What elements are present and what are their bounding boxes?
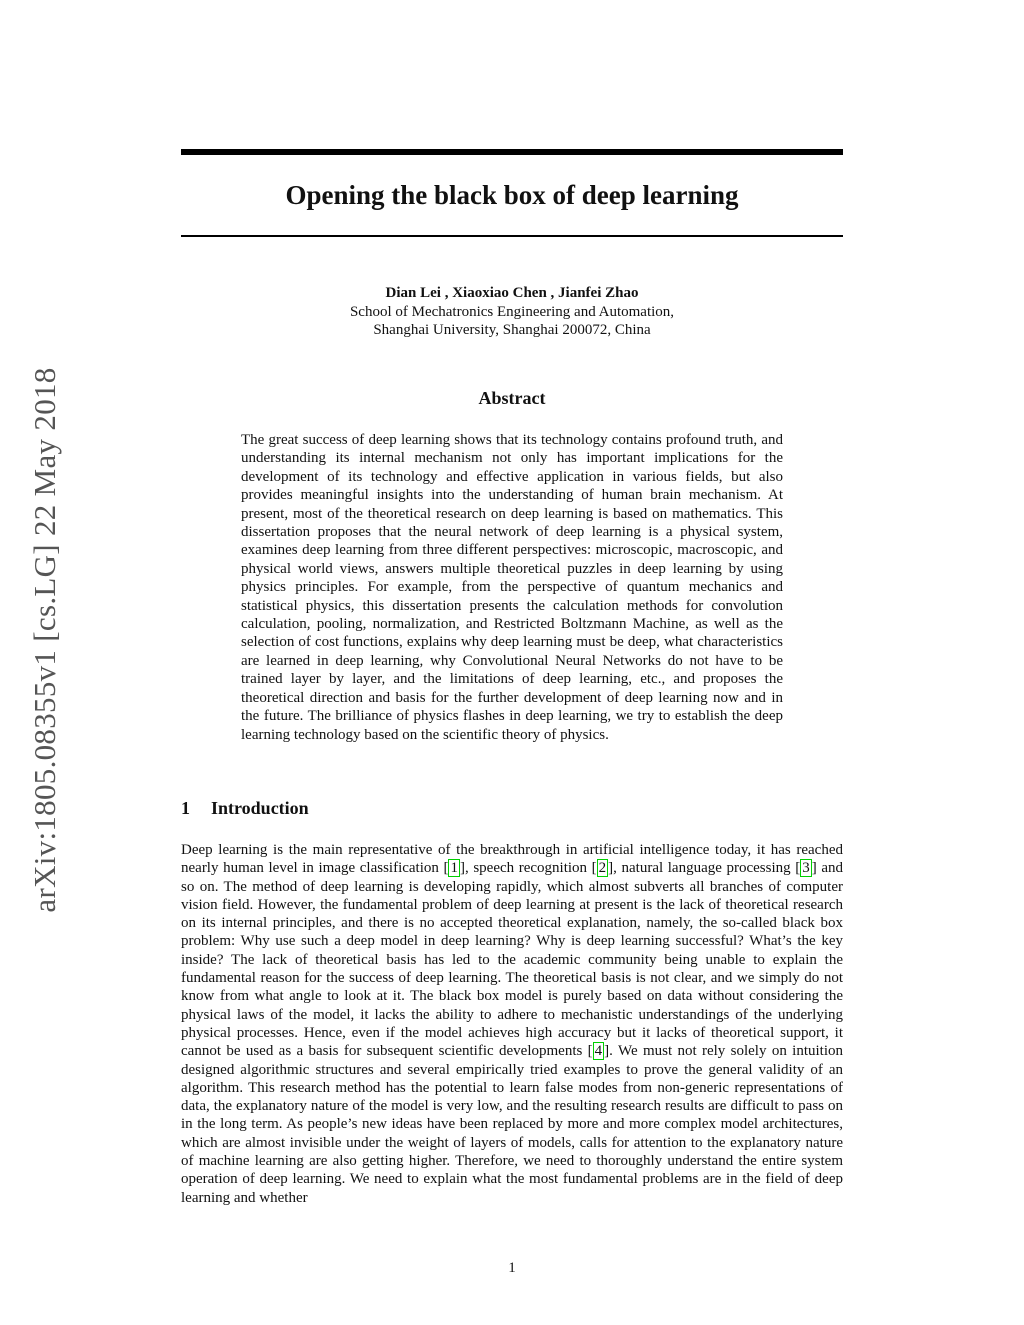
paper-title: Opening the black box of deep learning — [285, 180, 739, 210]
citation-link-3[interactable]: 3 — [802, 860, 810, 877]
title-top-rule — [181, 149, 843, 155]
citation-link-4[interactable]: 4 — [594, 1043, 603, 1060]
abstract-text: The great success of deep learning shows that its technology contains profound truth, and understanding its internal mechanism not only has important implications for the development of its technology and effective application in various fields, but also provides meaningful insights into the understanding of human brain mechanism. At present, most of the theoretical research on deep learning is based on mathematics. This dissertation proposes that the neural network of deep learning is a physical system, examines deep learning from three different perspectives: microscopic, macroscopic, and physical world views, answers multiple theoretical puzzles in deep learning by using physics principles. For example, from the perspective of quantum mechanics and statistical physics, this dissertation presents the calculation methods for convolution calculation, pooling, normalization, and Restricted Boltzmann Machine, as well as the selection of cost functions, explains why deep learning must be deep, what characteristics are learned in deep learning, why Convolutional Neural Networks do not have to be trained layer by layer, and the limitations of deep learning, etc., and proposes the theoretical direction and basis for the further development of deep learning now and in the future. The brilliance of physics flashes in deep learning, we try to establish the deep learning technology based on the scientific theory of physics. — [241, 432, 783, 743]
arxiv-identifier: arXiv:1805.08355v1 [cs.LG] 22 May 2018 — [27, 367, 62, 913]
intro-text-5: . We must not rely solely on intuition designed algorithmic structures and several empirically tried examples to prove the general validity of an algorithm. This research method has the potential to learn false modes from non-generic representations of data, the explanatory nature of the model is very low, and the resulting research results are difficult to pass on in the long term. As people’s new ideas have been replaced by more and more complex model architectures, which are almost invisible under the weight of layers of models, calls for attention to the explanatory nature of machine learning are also getting higher. Therefore, we need to thoroughly understand the entire system operation of deep learning. We need to explain what the most fundamental problems are in the field of deep learning and whether — [181, 1043, 843, 1206]
citation-link-2[interactable]: 2 — [598, 860, 607, 877]
abstract-heading: Abstract — [478, 388, 546, 408]
section-title: Introduction — [211, 798, 309, 818]
title-bottom-rule — [181, 235, 843, 237]
section-number: 1 — [181, 798, 190, 818]
affiliation-line-2: Shanghai University, Shanghai 200072, China — [373, 322, 651, 338]
affiliation-line-1: School of Mechatronics Engineering and Automation, — [349, 303, 675, 320]
section-heading-introduction — [181, 797, 309, 819]
intro-text-1: Deep learning is the main representative of the breakthrough in artificial intelligence today, it has reached nearly human level in image classification — [181, 842, 843, 877]
citation-link-1[interactable]: 1 — [450, 860, 458, 877]
page-number: 1 — [508, 1260, 516, 1276]
author-block — [181, 284, 843, 340]
introduction-paragraph: Deep learning is the main representative of the breakthrough in artificial intelligence today, it has reached nearly human level in image classification [ 1 ], speech recognition [ 2 ], natural language processing [ 3 ] and so on. The method of deep learning is developing rapidly, which almost subverts all branches of computer vision field. However, the fundamental problem of deep learning at present is the lack of theoretical research on its internal principles, and there is no accepted theoretical explanation, namely, the so-called black box problem: Why use such a deep model in deep learning? Why is deep learning successful? What’s the key inside? The lack of theoretical basis has led to the academic community being unable to explain the fundamental reason for the success of deep learning. The theoretical basis is not clear, and we simply do not know from what angle to look at it. The black box model is purely based on data without considering the physical laws of the model, it lacks the ability to adhere to mechanistic understandings of the underlying physical processes. Hence, even if the model achieves high accuracy but it lacks of theoretical support, it cannot be used as a basis for subsequent scientific developments [ 4 ]. We must not rely solely on intuition designed algorithmic structures and several empirically tried examples to prove the general validity of an algorithm. This research method has the potential to learn false modes from non-generic representations of data, the explanatory nature of the model is very low, and the resulting research results are difficult to pass on in the long term. As people’s new ideas have been replaced by more and more complex model architectures, which are almost invisible under the weight of layers of models, calls for attention to the explanatory nature of machine learning are also getting higher. Therefore, we need to thoroughly understand the entire system operation of deep learning. We need to explain what the most fundamental problems are in the field of deep learning and whether — [181, 842, 843, 1206]
intro-text-2: , speech recognition — [464, 860, 592, 877]
author-names: Dian Lei , Xiaoxiao Chen , Jianfei Zhao — [385, 285, 639, 301]
intro-text-3: , natural language processing — [613, 860, 796, 877]
intro-text-4: and so on. The method of deep learning is developing rapidly, which almost subverts all branches of computer vision field. However, the fundamental problem of deep learning at present is the lack of theoretical research on its internal principles, and there is no accepted theoretical explanation, namely, the so-called black box problem: Why use such a deep model in deep learning? Why is deep learning successful? What’s the key inside? The lack of theoretical basis has led to the academic community being unable to explain the fundamental reason for the success of deep learning. The theoretical basis is not clear, and we simply do not know from what angle to look at it. The black box model is purely based on data without considering the physical laws of the model, it lacks the ability to adhere to mechanistic understandings of the underlying physical processes. Hence, even if the model achieves high accuracy but it lacks of theoretical support, it cannot be used as a basis for subsequent scientific developments — [181, 860, 843, 1060]
